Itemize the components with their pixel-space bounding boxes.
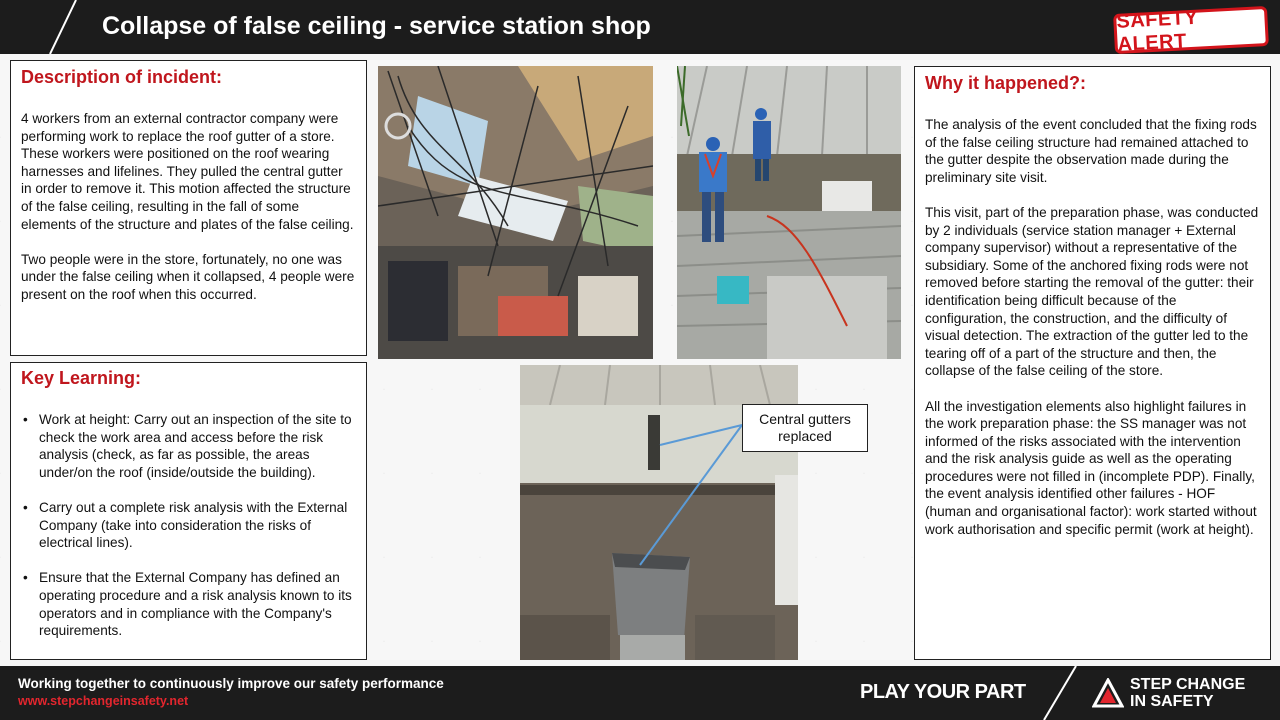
description-panel (10, 60, 367, 356)
why-paragraph: The analysis of the event concluded that the fixing rods of the false ceiling structure had remained attached to the gutter despite the observation made during the preliminary site visit. (925, 117, 1257, 185)
collapsed-ceiling-photo (378, 66, 653, 359)
why-body (925, 116, 1260, 538)
step-change-logo-icon (1092, 678, 1124, 708)
header-bar (0, 0, 1280, 54)
why-paragraph: All the investigation elements also highlight failures in the work preparation phase: the SS manager was not informed of the risks associated with the intervention and the risk analysis guide as well as the operating procedures were not filled in (incomplete PDP). Finally, the event analysis identified other failures - HOF (human and organisational factor): work started without work authorisation and specific permit (work at height). (925, 398, 1257, 537)
key-learning-item: • Work at height: Carry out an inspection of the site to check the work area and access before the risk analysis (check, as far as possible, the areas under/on the roof (inside/outside the building). (21, 411, 356, 481)
photo-callout: Central gutters replaced (742, 404, 868, 452)
page-title: Collapse of false ceiling - service station shop (102, 12, 651, 40)
description-paragraph: Two people were in the store, fortunately, no one was under the false ceiling when it collapsed, 4 people were present on the roof when this occurred. (21, 251, 355, 302)
brand-name-line2: IN SAFETY (1130, 693, 1214, 710)
key-learning-item: • Ensure that the External Company has defined an operating procedure and a risk analysis known to its operators and in compliance with the Company's requirements. (21, 569, 356, 639)
play-your-part-logo: PLAY YOUR PART (860, 681, 1026, 703)
key-learning-panel (10, 362, 367, 660)
why-paragraph: This visit, part of the preparation phase, was conducted by 2 individuals (service station manager + External company supervisor) without a representative of the subsidiary. Some of the anchored fixing rods were not removed before starting the removal of the gutter: their identification being difficult because of the configuration, the construction, and the difficulty of visual detection. The extraction of the gutter led to the tearing off of a part of the structure and then, the collapse of the false ceiling of the store. (925, 204, 1259, 379)
footer-website-link[interactable]: www.stepchangeinsafety.net (18, 694, 189, 708)
key-learning-list (21, 411, 356, 640)
safety-alert-badge (1113, 6, 1269, 54)
description-paragraph: 4 workers from an external contractor company were performing work to replace the roof gutter of a store. These workers were positioned on the roof wearing harnesses and lifelines. They pulled the central gutter in order to remove it. This motion affected the structure of the false ceiling, resulting in the fall of some elements of the structure and plates of the false ceiling. (21, 111, 354, 232)
brand-name-line1: STEP CHANGE (1130, 676, 1246, 693)
description-body (21, 110, 356, 304)
key-learning-item: • Carry out a complete risk analysis with the External Company (take into consideration the risks of electrical lines). (21, 499, 356, 552)
description-heading: Description of incident: (21, 67, 223, 87)
header-slash-decoration (46, 0, 80, 54)
why-heading: Why it happened?: (925, 73, 1086, 93)
key-learning-heading: Key Learning: (21, 368, 142, 388)
safety-alert-text: SAFETY ALERT (1115, 6, 1199, 56)
why-it-happened-panel (914, 66, 1271, 660)
footer-tagline: Working together to continuously improve our safety performance (18, 676, 444, 691)
footer-slash-decoration (1040, 666, 1080, 720)
workers-on-roof-photo (677, 66, 901, 359)
footer-bar (0, 666, 1280, 720)
